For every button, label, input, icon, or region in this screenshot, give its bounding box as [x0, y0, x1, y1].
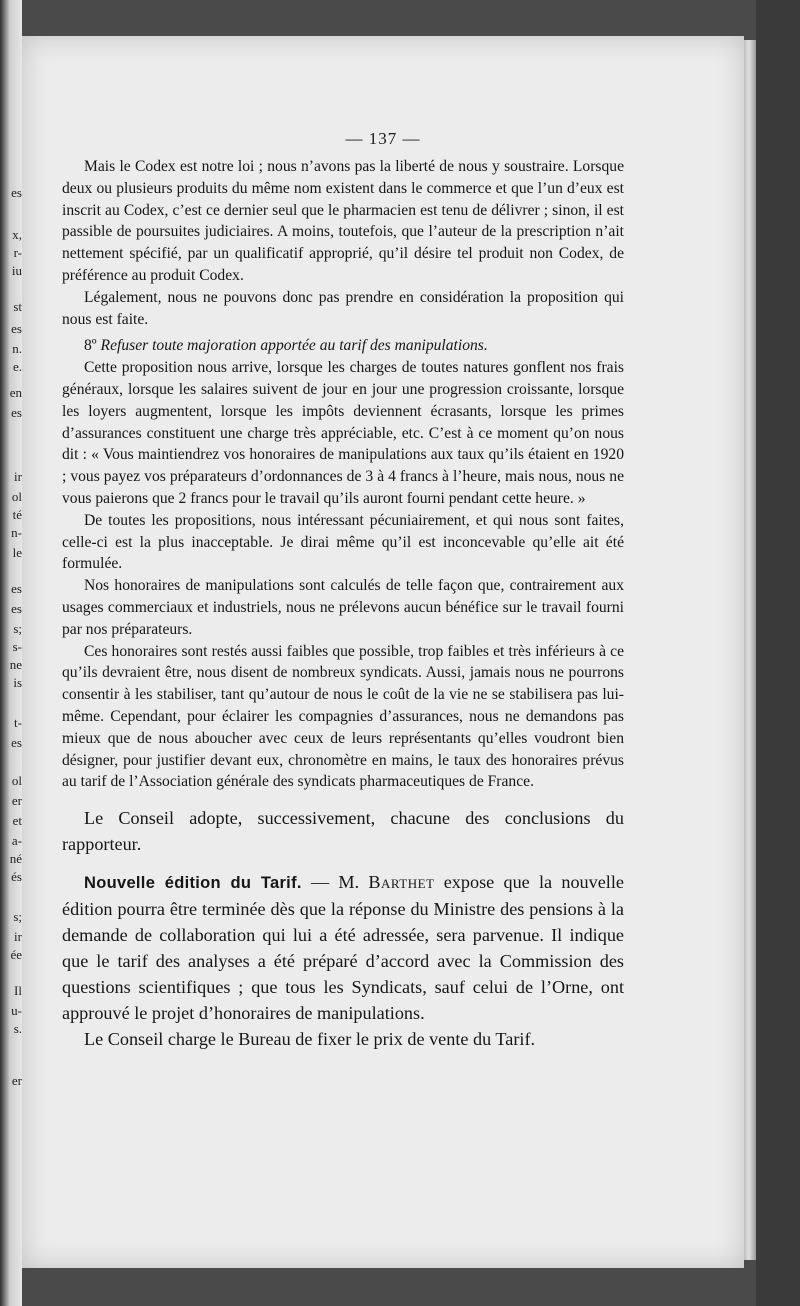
- page-number: — 137 —: [345, 129, 421, 148]
- document-page: [22, 36, 744, 1268]
- margin-fragment: es: [11, 321, 22, 336]
- margin-fragment: es: [11, 405, 22, 420]
- margin-fragment: e.: [12, 359, 22, 374]
- tarif-text: expose que la nouvelle édition pourra être terminée dès que la réponse du Ministre des pensions à la demande de collaboration qui lui a été adressée, sera parvenue. Il indique que le tarif des analyses a été préparé d’accord avec la Commission des questions scientifiques ; que tous les Syndicats, sauf celui de l’Orne, ont approuvé le projet d’honoraires de manipulations.: [62, 872, 624, 1024]
- margin-fragment: és: [11, 869, 22, 884]
- paragraph-propositions: De toutes les propositions, nous intéressant pécuniairement, et qui nous sont faites, celle-ci est la plus inacceptable. Je dirai même qu’il est inconcevable qu’elle ait été formulée.: [62, 511, 624, 573]
- margin-fragment: ir: [14, 469, 22, 484]
- body-text: [62, 156, 624, 1052]
- section-heading-tarif: Nouvelle édition du Tarif.: [84, 874, 302, 893]
- facing-page-edge: [0, 0, 22, 1306]
- paragraph-proposition: Cette proposition nous arrive, lorsque les charges de toutes natures gonflent nos frais généraux, lorsque les salaires suivent de jour en jour une progression croissante, lorsque les loyers augmentent, lorsque les impôts deviennent écrasants, lorsque les primes d’assurances constituent une charge très appréciable, etc. C’est à ce moment qu’on nous dit : « Vous maintiendrez vos honoraires de manipulations aux taux qu’ils étaient en 1920 ; vous payez vos préparateurs d’ordonnances de 3 à 4 francs à l’heure, mais nous, nous ne vous paierons que 2 francs pour le travail qu’ils auront fourni pendant cette heure. »: [62, 359, 624, 507]
- paragraph-codex: Mais le Codex est notre loi ; nous n’avons pas la liberté de nous y soustraire. Lorsque deux ou plusieurs produits du même nom existent dans le commerce et que l’un d’eux est inscrit au Codex, c’est ce dernier seul que le pharmacien est tenu de délivrer ; sinon, il est passible de poursuites judiciaires. A moins, toutefois, que l’auteur de la prescription n’ait nettement spécifié, par un qualificatif approprié, qu’il désire tel produit non Codex, de préférence au produit Codex.: [62, 158, 624, 284]
- margin-fragment: s.: [13, 1021, 22, 1036]
- margin-fragment: en: [9, 385, 22, 400]
- margin-fragment: u-: [11, 1003, 22, 1018]
- margin-fragment: er: [11, 793, 22, 808]
- margin-fragment: x,: [12, 227, 22, 242]
- margin-fragment: a-: [11, 833, 22, 848]
- margin-fragment: ol: [11, 489, 22, 504]
- margin-fragment: r-: [13, 245, 22, 260]
- margin-fragment: es: [11, 185, 22, 200]
- margin-fragment: ir: [14, 929, 22, 944]
- margin-fragment: iu: [11, 263, 22, 278]
- paragraph-honoraires: Nos honoraires de manipulations sont calculés de telle façon que, contrairement aux usages commerciaux et industriels, nous ne prélevons aucun bénéfice sur le travail fourni par nos préparateurs.: [62, 577, 624, 638]
- margin-fragment: ne: [9, 657, 22, 672]
- margin-fragment: Il: [14, 983, 22, 998]
- margin-fragment: et: [12, 813, 22, 828]
- margin-fragment: ol: [11, 773, 22, 788]
- paragraph-faibles: Ces honoraires sont restés aussi faibles que possible, trop faibles et très inférieurs à ce qu’ils devraient être, nous disent de nombreux syndicats. Aussi, jamais nous ne pourrons consentir à les stabiliser, tant qu’autour de nous le coût de la vie ne se stabilisera pas lui-même. Cependant, pour éclairer les compagnies d’assurances, nous ne demandons pas mieux que de nous aboucher avec ceux de leurs représentants qu’elles voudront bien désigner, pour justifier devant eux, chronomètre en mains, le taux des honoraires prévus au tarif de l’Association générale des syndicats pharmaceutiques de France.: [62, 642, 624, 791]
- margin-fragment: is: [13, 675, 22, 690]
- margin-fragment: ée: [10, 947, 22, 962]
- item-8-title: Refuser toute majoration apportée au tarif des manipulations.: [100, 337, 488, 355]
- paragraph-conseil-adopte: Le Conseil adopte, successivement, chacune des conclusions du rapporteur.: [62, 808, 624, 855]
- paragraph-nouvelle-edition: [62, 869, 624, 1026]
- paragraph-legalement: Légalement, nous ne pouvons donc pas prendre en considération la proposition qui nous est faite.: [62, 288, 624, 328]
- heading-dash: — M.: [301, 872, 369, 893]
- margin-fragment: n.: [12, 341, 22, 356]
- paragraph-conseil-charge: Le Conseil charge le Bureau de fixer le prix de vente du Tarif.: [84, 1029, 536, 1050]
- margin-fragment: s;: [13, 621, 22, 636]
- margin-fragment: né: [9, 851, 22, 866]
- scan-background: [756, 0, 800, 1306]
- margin-fragment: le: [12, 545, 22, 560]
- margin-fragment: es: [11, 601, 22, 616]
- margin-fragment: t-: [14, 715, 22, 730]
- item-8-number: 8º: [84, 337, 97, 355]
- margin-fragment: s;: [13, 909, 22, 924]
- item-8-heading: [62, 335, 624, 357]
- margin-fragment: er: [11, 1073, 22, 1088]
- large-text-section: [62, 805, 624, 1052]
- page-stack-edge: [744, 40, 756, 1260]
- margin-fragment: st: [13, 299, 22, 314]
- margin-fragment: es: [11, 735, 22, 750]
- person-name: Barthet: [368, 872, 435, 893]
- margin-fragment: es: [11, 581, 22, 596]
- margin-fragment: té: [12, 507, 22, 522]
- margin-fragment: s-: [12, 639, 22, 654]
- margin-fragment: n-: [11, 525, 22, 540]
